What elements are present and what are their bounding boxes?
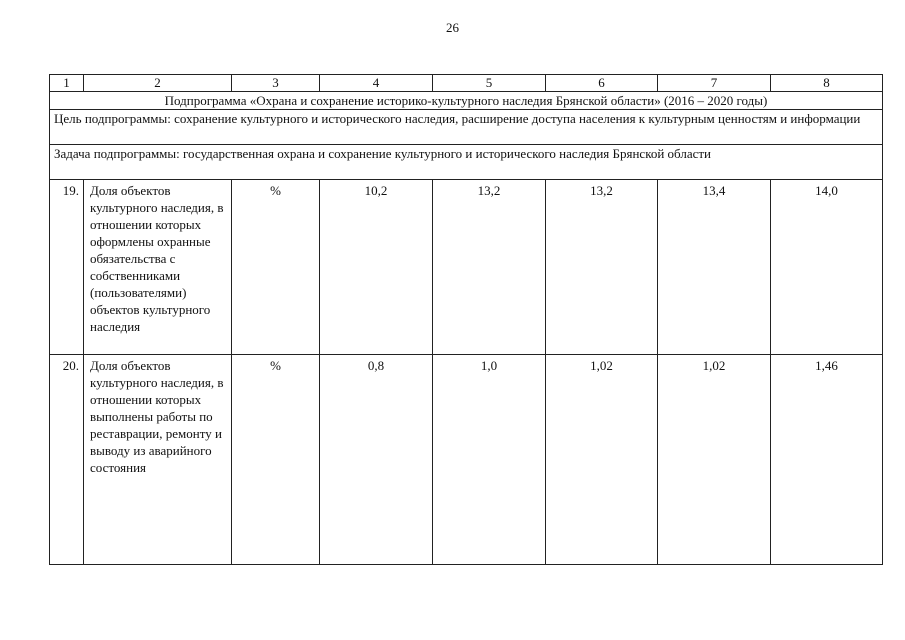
column-number-4: 4 [320,75,433,92]
column-number-3: 3 [232,75,320,92]
task-row [50,145,883,180]
table-row [50,180,883,355]
subprogram-task: Задача подпрограммы: государственная охрана и сохранение культурного и исторического наследия Брянской области [50,145,883,180]
value-col-8: 14,0 [771,180,883,355]
subprogram-title-row [50,92,883,110]
goal-row [50,110,883,145]
subprogram-goal: Цель подпрограммы: сохранение культурного и исторического наследия, расширение доступа населения к культурным ценностям и информации [50,110,883,145]
value-col-4: 0,8 [320,355,433,565]
value-col-5: 13,2 [433,180,546,355]
unit-of-measure: % [232,180,320,355]
value-col-6: 13,2 [546,180,658,355]
unit-of-measure: % [232,355,320,565]
subprogram-title: Подпрограмма «Охрана и сохранение историко-культурного наследия Брянской области» (2016 – 2020 годы) [50,92,883,110]
indicator-description: Доля объектов культурного наследия, в отношении которых выполнены работы по реставрации, ремонту и выводу из аварийного состояния [84,355,232,565]
column-number-row [50,75,883,92]
indicators-table [49,74,883,565]
value-col-7: 13,4 [658,180,771,355]
page-number: 26 [446,20,459,35]
row-number: 20. [50,355,84,565]
column-number-6: 6 [546,75,658,92]
value-col-7: 1,02 [658,355,771,565]
value-col-8: 1,46 [771,355,883,565]
row-number: 19. [50,180,84,355]
column-number-8: 8 [771,75,883,92]
value-col-6: 1,02 [546,355,658,565]
column-number-7: 7 [658,75,771,92]
column-number-5: 5 [433,75,546,92]
indicator-description: Доля объектов культурного наследия, в отношении которых оформлены охранные обязательства с собственниками (пользователями) объектов культурного наследия [84,180,232,355]
value-col-4: 10,2 [320,180,433,355]
table-row [50,355,883,565]
column-number-1: 1 [50,75,84,92]
value-col-5: 1,0 [433,355,546,565]
column-number-2: 2 [84,75,232,92]
